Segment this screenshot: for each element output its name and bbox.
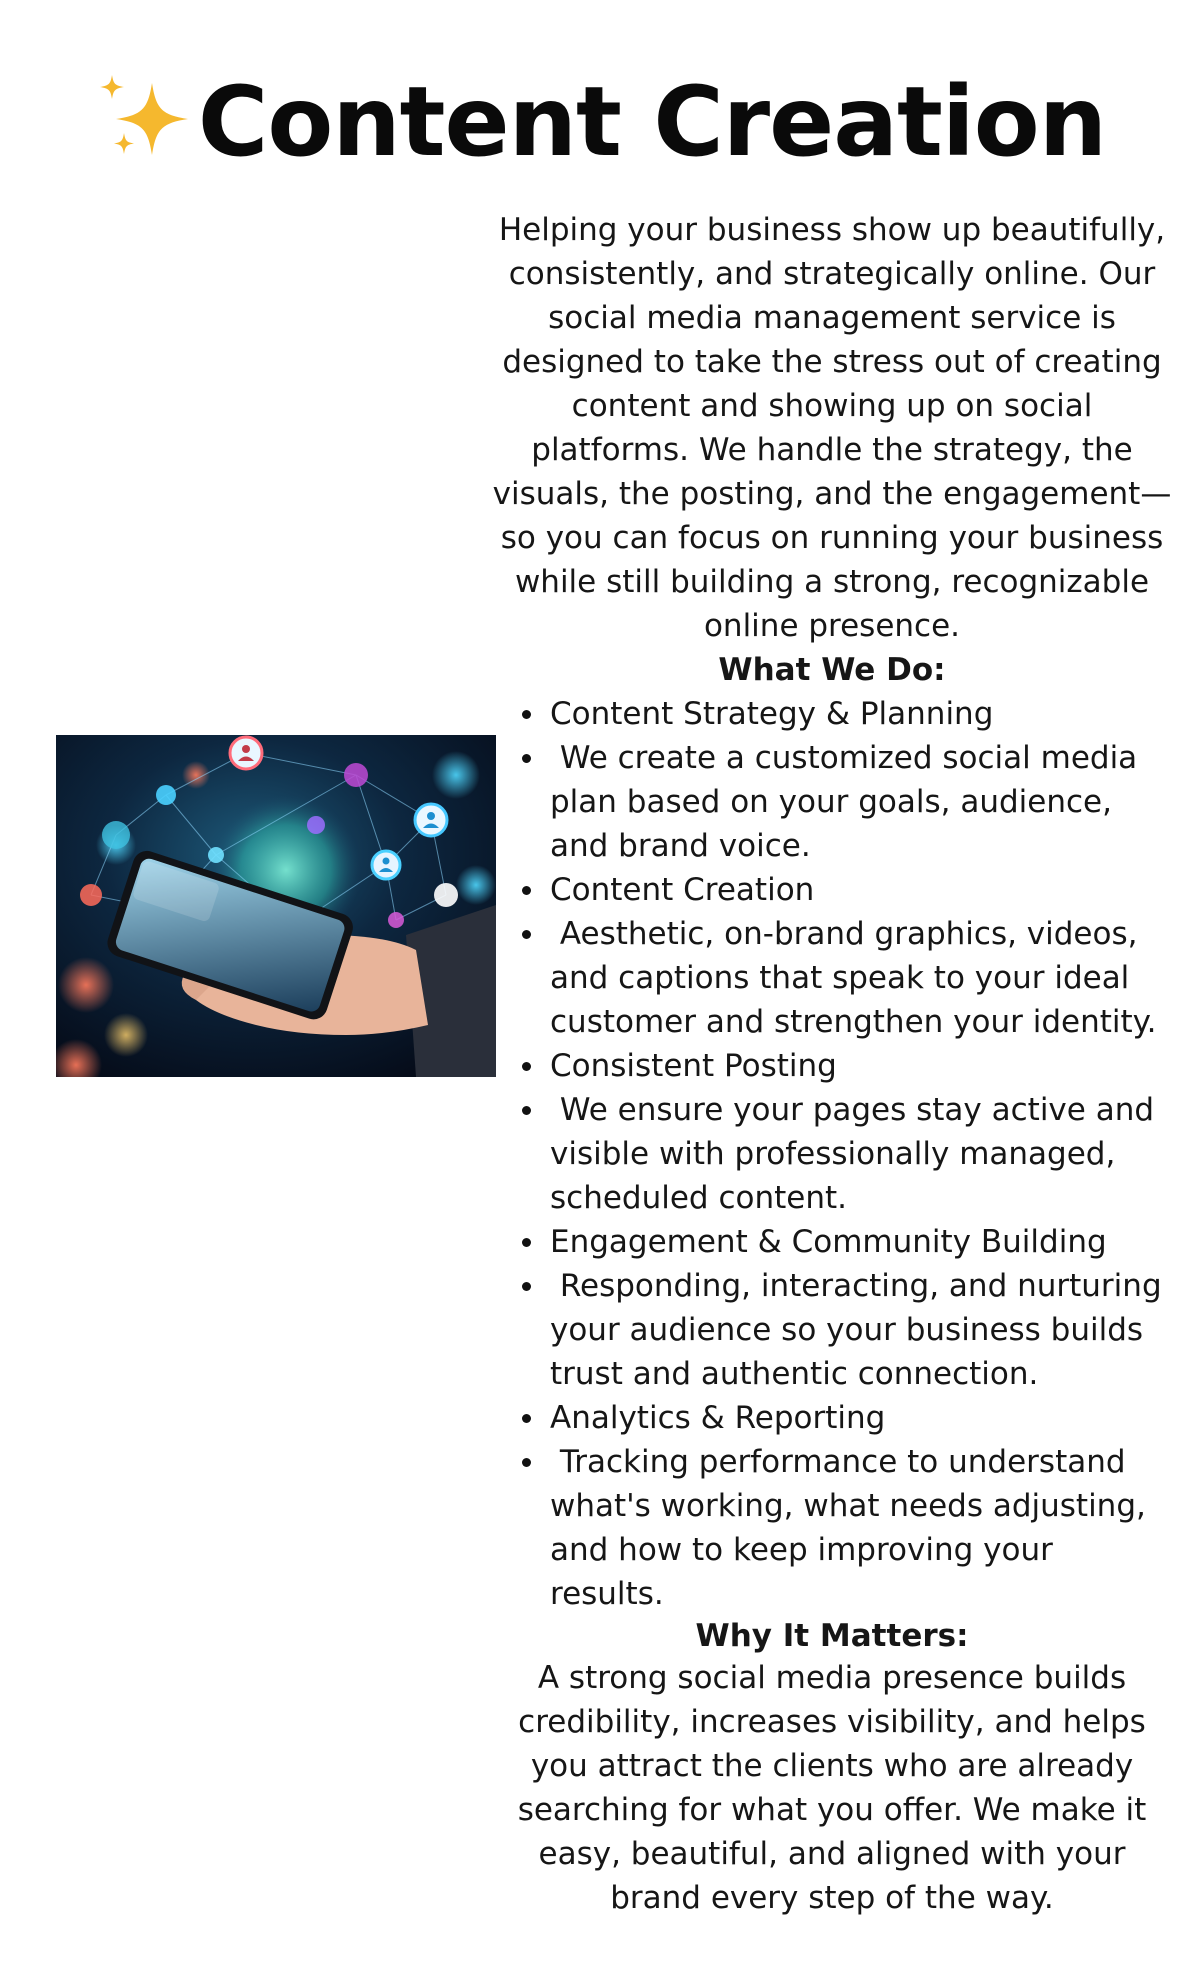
service-description-text: Aesthetic, on-brand graphics, videos, and captions that speak to your ideal customer and strengthen your identity. (550, 916, 1157, 1040)
sparkles-icon (94, 69, 194, 169)
hand-holding-smartphone-network-image (56, 735, 496, 1077)
service-description (492, 1440, 1172, 1616)
service-description-text: We create a customized social media plan based on your goals, audience, and brand voice. (550, 740, 1138, 864)
what-we-do-heading: What We Do: (718, 652, 946, 688)
service-description-text: We ensure your pages stay active and visible with professionally managed, scheduled content. (550, 1092, 1155, 1216)
service-description-text: Responding, interacting, and nurturing your audience so your business builds trust and authentic connection. (550, 1268, 1162, 1392)
intro-paragraph: Helping your business show up beautifully, consistently, and strategically online. Our social media management service is designed to take the stress out of creating content and showing up on social platforms. We handle the strategy, the visuals, the posting, and the engagement—so you can focus on running your business while still building a strong, recognizable online presence. (492, 212, 1172, 644)
service-description (492, 1088, 1172, 1220)
title-row (0, 62, 1200, 182)
service-title: Content Strategy & Planning (492, 692, 1172, 736)
services-list (492, 692, 1172, 1616)
service-title: Content Creation (492, 868, 1172, 912)
service-description (492, 912, 1172, 1044)
why-it-matters-heading: Why It Matters: (695, 1618, 969, 1654)
content-column (492, 208, 1172, 1920)
service-title: Engagement & Community Building (492, 1220, 1172, 1264)
page-title: Content Creation (197, 66, 1107, 178)
service-title: Analytics & Reporting (492, 1396, 1172, 1440)
why-it-matters-paragraph: A strong social media presence builds credibility, increases visibility, and helps you attract the clients who are already searching for what you offer. We make it easy, beautiful, and aligned with your brand every step of the way. (517, 1660, 1147, 1916)
service-description-text: Tracking performance to understand what's working, what needs adjusting, and how to keep improving your results. (550, 1444, 1146, 1612)
service-description (492, 736, 1172, 868)
service-description (492, 1264, 1172, 1396)
service-title: Consistent Posting (492, 1044, 1172, 1088)
